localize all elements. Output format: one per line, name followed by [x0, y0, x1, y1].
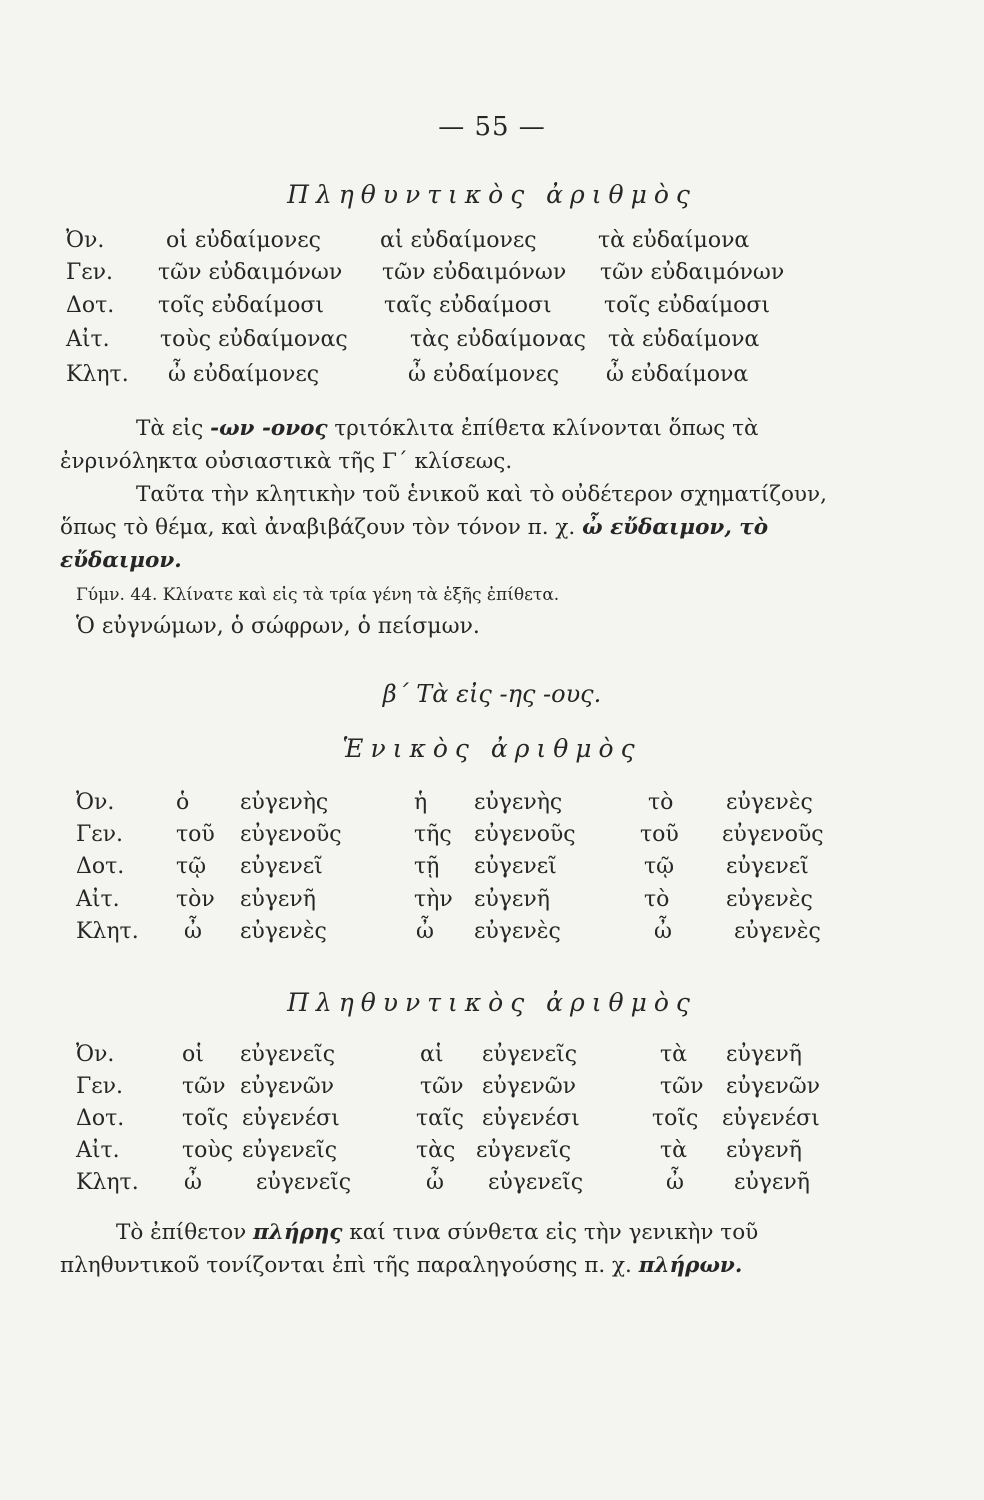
example-words: ὦ εὔδαιμον, τὸ εὔδαιμον. — [60, 515, 769, 573]
fem-form: ταῖς εὐδαίμοσι — [384, 293, 552, 318]
example-word: πλήρων. — [638, 1253, 743, 1278]
case-label: Αἰτ. — [76, 1138, 120, 1163]
case-label: Αἰτ. — [66, 327, 110, 352]
plural-heading-2: Πληθυντικὸς ἀριθμὸς — [287, 988, 697, 1017]
neut-form: τῶν εὐδαιμόνων — [600, 260, 785, 285]
neut-form: τὰ εὐδαίμονα — [598, 228, 750, 253]
case-label: Ὀν. — [76, 790, 115, 815]
case-label: Δοτ. — [66, 293, 115, 318]
case-label: Δοτ. — [76, 1106, 125, 1131]
case-label: Γεν. — [76, 822, 124, 847]
plural-heading-1: Πληθυντικὸς ἀριθμὸς — [287, 180, 697, 209]
rule-paragraph: Τὰ εἰς -ων -ονος τριτόκλιτα ἐπίθετα κλίνονται ὅπως τὰ ἐνρινόληκτα οὐσιαστικὰ τῆς Γ΄ κλίσεως. — [60, 416, 759, 474]
masc-form: ὦ εὐδαίμονες — [168, 362, 320, 387]
case-label: Ὀν. — [66, 228, 105, 253]
masc-form: τοὺς εὐδαίμονας — [160, 327, 348, 352]
exercise-label: Γύμν. 44. Κλίνατε καὶ εἰς τὰ τρία γένη τὰ ἑξῆς ἐπίθετα. — [76, 585, 560, 605]
masc-form: τῶν εὐδαιμόνων — [158, 260, 343, 285]
case-label: Κλητ. — [66, 362, 129, 387]
fem-form: ὦ εὐδαίμονες — [408, 362, 560, 387]
neut-form: τὰ εὐδαίμονα — [608, 327, 760, 352]
neut-form: τοῖς εὐδαίμοσι — [604, 293, 771, 318]
page-number: — 55 — — [438, 112, 546, 142]
fem-form: αἱ εὐδαίμονες — [380, 228, 537, 253]
case-label: Κλητ. — [76, 1170, 139, 1195]
singular-heading: Ἑνικὸς ἀριθμὸς — [342, 734, 642, 763]
rule-paragraph: Τὸ ἐπίθετον πλήρης καί τινα σύνθετα εἰς τὴν γενικὴν τοῦ πληθυντικοῦ τονίζονται ἐπὶ τῆς παραληγούσης π. χ. πλήρων. — [60, 1220, 759, 1278]
case-label: Κλητ. — [76, 919, 139, 944]
fem-form: τὰς εὐδαίμονας — [410, 327, 586, 352]
ending-ref: -ων -ονος — [210, 416, 328, 441]
book-page: — 55 — Πληθυντικὸς ἀριθμὸς Ὀν. οἱ εὐδαίμονες αἱ εὐδαίμονες τὰ εὐδαίμονα Γεν. τῶν εὐδαιμόνων τῶν εὐδαιμόνων τῶν εὐδαιμόνων Δοτ. τοῖς εὐδαίμοσι ταῖς εὐδαίμοσι τοῖς εὐδαίμοσι Αἰτ. τοὺς εὐδαίμονας τὰς εὐδαίμονας τὰ εὐδαίμονα Κλητ. ὦ εὐδαίμονες ὦ εὐδαίμονες ὦ εὐδαίμονα Τὰ εἰς -ων -ονος τριτόκλιτα ἐπίθετα κλίνονται ὅπως τὰ ἐνρινόληκτα οὐσιαστικὰ τῆς Γ΄ κλίσεως. Ταῦτα τὴν κλητικὴν τοῦ ἑνικοῦ καὶ τὸ οὐδέτερον σχηματίζουν, ὅπως τὸ θέμα, καὶ ἀναβιβάζουν τὸν τόνον π. χ. ὦ εὔδαιμον, τὸ εὔδαιμον. Γύμν. 44. Κλίνατε καὶ εἰς τὰ τρία γένη τὰ ἑξῆς ἐπίθετα. Ὁ εὐγνώμων, ὁ σώφρων, ὁ πείσμων. β΄ Τὰ εἰς -ης -ους. Ἑνικὸς ἀριθμὸς Ὀν. ὁ εὐγενὴς ἡ εὐγενὴς τὸ εὐγενὲς Γεν. τοῦ εὐγενοῦς τῆς εὐγενοῦς τοῦ εὐγενοῦς Δοτ. τῷ εὐγενεῖ τῇ εὐγενεῖ τῷ εὐγενεῖ Αἰτ. τὸν εὐγενῆ τὴν εὐγενῆ τὸ εὐγενὲς Κλητ. ὦ εὐγενὲς ὦ εὐγενὲς ὦ εὐγενὲς Πληθυντικὸς ἀριθμὸς Ὀν. οἱ εὐγενεῖς αἱ εὐγενεῖς τὰ εὐγενῆ Γεν. τῶν εὐγενῶν τῶν εὐγενῶν τῶν εὐγενῶν Δοτ. τοῖς εὐγενέσι ταῖς εὐγενέσι τοῖς εὐγενέσι Αἰτ. τοὺς εὐγενεῖς τὰς εὐγενεῖς τὰ εὐγενῆ Κλητ. ὦ εὐγενεῖς ὦ εὐγενεῖς ὦ εὐγενῆ Τὸ ἐπίθετον πλήρης καί τινα σύνθετα εἰς τὴν γενικὴν τοῦ πληθυντικοῦ τονίζονται ἐπὶ τῆς παραληγούσης π. χ. πλήρων. — [0, 0, 984, 1500]
neut-form: ὦ εὐδαίμονα — [606, 362, 749, 387]
masc-form: τοῖς εὐδαίμοσι — [158, 293, 325, 318]
example-word: πλήρης — [253, 1220, 343, 1245]
case-label: Δοτ. — [76, 854, 125, 879]
masc-form: οἱ εὐδαίμονες — [166, 228, 321, 253]
case-label: Γεν. — [76, 1074, 124, 1099]
case-label: Γεν. — [66, 260, 114, 285]
case-label: Αἰτ. — [76, 887, 120, 912]
rule-paragraph: Ταῦτα τὴν κλητικὴν τοῦ ἑνικοῦ καὶ τὸ οὐδέτερον σχηματίζουν, ὅπως τὸ θέμα, καὶ ἀναβιβάζουν τὸν τόνον π. χ. ὦ εὔδαιμον, τὸ εὔδαιμον. — [60, 482, 827, 573]
subsection-heading: β΄ Τὰ εἰς -ης -ους. — [382, 680, 602, 708]
case-label: Ὀν. — [76, 1042, 115, 1067]
fem-form: τῶν εὐδαιμόνων — [382, 260, 567, 285]
